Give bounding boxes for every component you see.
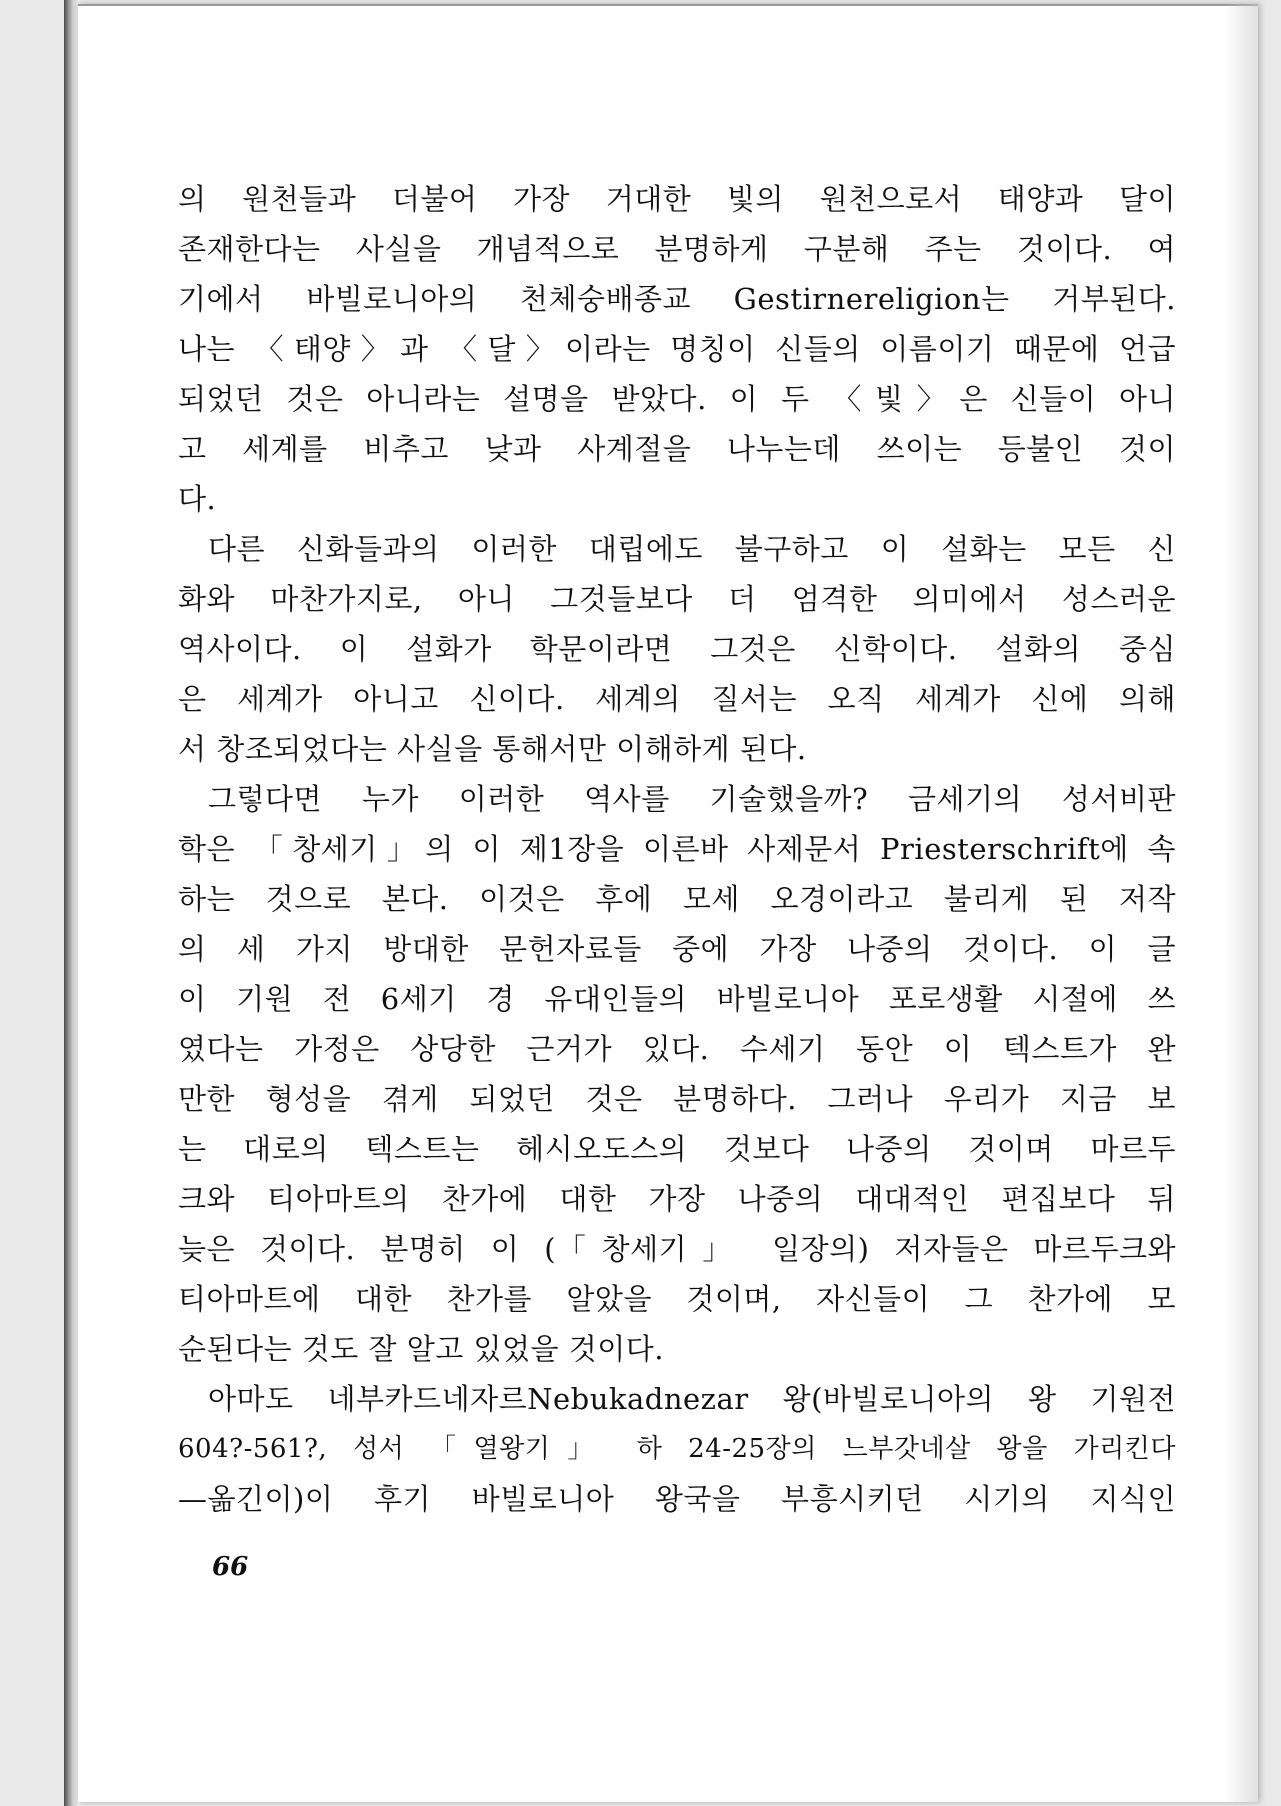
page-top-border <box>78 4 1258 6</box>
text-line: 고 세계를 비추고 낮과 사계절을 나누는데 쓰이는 등불인 것이 <box>178 432 1176 466</box>
text-line: 만한 형성을 겪게 되었던 것은 분명하다. 그러나 우리가 지금 보 <box>178 1082 1176 1116</box>
text-line: 그렇다면 누가 이러한 역사를 기술했을까? 금세기의 성서비판 <box>208 782 1176 816</box>
page-right-shadow <box>1224 4 1258 1802</box>
text-line: 순된다는 것도 잘 알고 있었을 것이다. <box>178 1332 665 1366</box>
text-line: 나는 〈태양〉과 〈달〉이라는 명칭이 신들의 이름이기 때문에 언급 <box>178 332 1176 366</box>
body-text <box>178 174 1176 1524</box>
text-line: 티아마트에 대한 찬가를 알았을 것이며, 자신들이 그 찬가에 모 <box>178 1282 1176 1316</box>
text-line: 은 세계가 아니고 신이다. 세계의 질서는 오직 세계가 신에 의해 <box>178 682 1176 716</box>
text-line: 다른 신화들과의 이러한 대립에도 불구하고 이 설화는 모든 신 <box>208 532 1176 566</box>
text-line: —옮긴이)이 후기 바빌로니아 왕국을 부흥시키던 시기의 지식인 <box>178 1482 1176 1516</box>
book-page <box>78 4 1258 1802</box>
text-line: 존재한다는 사실을 개념적으로 분명하게 구분해 주는 것이다. 여 <box>178 232 1176 266</box>
page-number: 66 <box>212 1552 249 1582</box>
text-line: 였다는 가정은 상당한 근거가 있다. 수세기 동안 이 텍스트가 완 <box>178 1032 1176 1066</box>
text-line: 의 원천들과 더불어 가장 거대한 빛의 원천으로서 태양과 달이 <box>178 182 1176 216</box>
text-line: 기에서 바빌로니아의 천체숭배종교 Gestirnereligion는 거부된다. <box>178 282 1176 316</box>
text-line: 의 세 가지 방대한 문헌자료들 중에 가장 나중의 것이다. 이 글 <box>178 932 1176 966</box>
text-line: 하는 것으로 본다. 이것은 후에 모세 오경이라고 불리게 된 저작 <box>178 882 1176 916</box>
text-line: 크와 티아마트의 찬가에 대한 가장 나중의 대대적인 편집보다 뒤 <box>178 1182 1176 1216</box>
text-line: 아마도 네부카드네자르Nebukadnezar 왕(바빌로니아의 왕 기원전 <box>208 1382 1176 1416</box>
text-line: 늦은 것이다. 분명히 이 (「창세기」 일장의) 저자들은 마르두크와 <box>178 1232 1176 1266</box>
text-line: 되었던 것은 아니라는 설명을 받았다. 이 두 〈빛〉은 신들이 아니 <box>178 382 1176 416</box>
text-line: 역사이다. 이 설화가 학문이라면 그것은 신학이다. 설화의 중심 <box>178 632 1176 666</box>
text-line: 이 기원 전 6세기 경 유대인들의 바빌로니아 포로생활 시절에 쓰 <box>178 982 1176 1016</box>
text-line: 는 대로의 텍스트는 헤시오도스의 것보다 나중의 것이며 마르두 <box>178 1132 1176 1166</box>
text-line: 학은 「창세기」의 이 제1장을 이른바 사제문서 Priesterschrift에 속 <box>178 832 1176 866</box>
text-line: 다. <box>178 482 217 516</box>
text-line: 604?-561?, 성서 「열왕기」 하 24-25장의 느부갓네살 왕을 가리킨다 <box>178 1434 1176 1464</box>
text-line: 화와 마찬가지로, 아니 그것들보다 더 엄격한 의미에서 성스러운 <box>178 582 1176 616</box>
text-line: 서 창조되었다는 사실을 통해서만 이해하게 된다. <box>178 732 807 766</box>
